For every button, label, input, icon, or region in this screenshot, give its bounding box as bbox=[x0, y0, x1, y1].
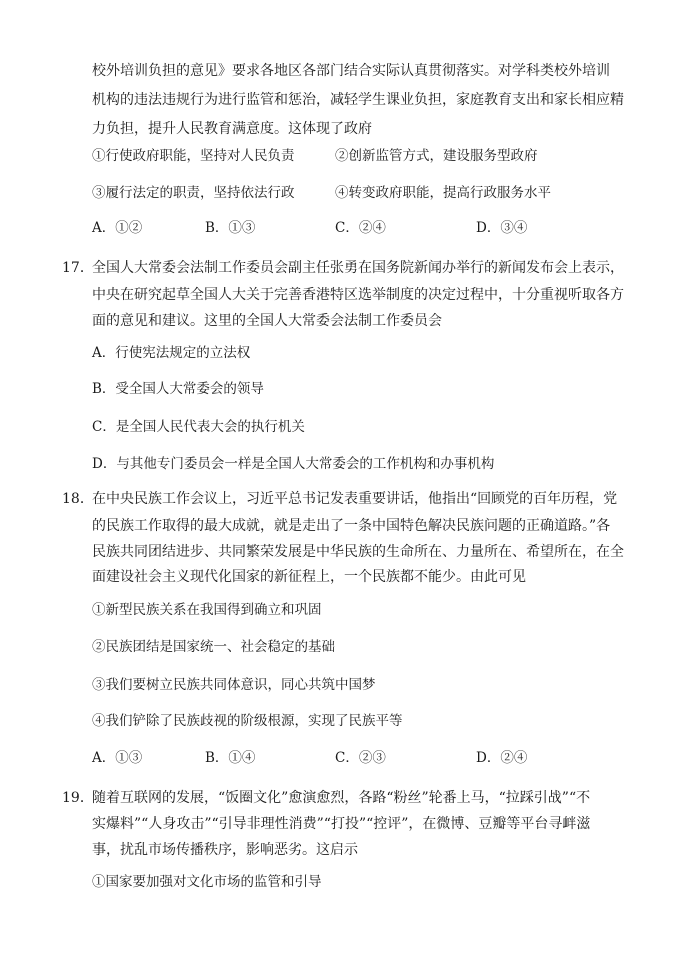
q16-stem-line-1: 校外培训负担的意见》要求各地区各部门结合实际认真贯彻落实。对学科类校外培训 bbox=[92, 63, 610, 79]
q18-option-3: ③我们要树立民族共同体意识，同心共筑中国梦 bbox=[92, 677, 376, 693]
q17-number: 17． bbox=[62, 260, 94, 276]
q16-stem-line-3: 力负担，提升人民教育满意度。这体现了政府 bbox=[92, 121, 372, 137]
q16-choice-b: B．①③ bbox=[205, 220, 256, 236]
q18-choice-d: D．②④ bbox=[476, 750, 528, 766]
q16-stem-line-2: 机构的违法违规行为进行监管和惩治，减轻学生课业负担，家庭教育支出和家长相应精 bbox=[92, 92, 624, 108]
q18-stem-line-1: 在中央民族工作会议上，习近平总书记发表重要讲话，他指出“回顾党的百年历程，党 bbox=[92, 491, 618, 507]
q19-stem-line-2: 实爆料”“人身攻击”“引导非理性消费”“打投”“控评”，在微博、豆瓣等平台寻衅滋 bbox=[92, 816, 591, 832]
q16-option-1: ①行使政府职能，坚持对人民负责 bbox=[92, 148, 295, 164]
q18-option-2: ②民族团结是国家统一、社会稳定的基础 bbox=[92, 639, 335, 655]
q19-stem-line-1: 随着互联网的发展，“饭圈文化”愈演愈烈，各路“粉丝”轮番上马，“拉踩引战”“不 bbox=[92, 790, 591, 806]
q16-option-3: ③履行法定的职责，坚持依法行政 bbox=[92, 185, 295, 201]
q17-choice-a: A．行使宪法规定的立法权 bbox=[92, 345, 251, 361]
q18-number: 18． bbox=[62, 491, 94, 507]
q19-stem-line-3: 事，扰乱市场传播秩序，影响恶劣。这启示 bbox=[92, 842, 358, 858]
q16-option-4: ④转变政府职能，提高行政服务水平 bbox=[335, 185, 551, 201]
q18-option-1: ①新型民族关系在我国得到确立和巩固 bbox=[92, 602, 322, 618]
q18-option-4: ④我们铲除了民族歧视的阶级根源，实现了民族平等 bbox=[92, 713, 403, 729]
q16-choice-a: A．①② bbox=[92, 220, 143, 236]
q18-stem-line-4: 面建设社会主义现代化国家的新征程上，一个民族都不能少。由此可见 bbox=[92, 569, 526, 585]
q16-choice-c: C．②④ bbox=[335, 220, 386, 236]
q18-choice-c: C．②③ bbox=[335, 750, 386, 766]
q17-stem-line-2: 中央在研究起草全国人大关于完善香港特区选举制度的决定过程中，十分重视听取各方 bbox=[92, 287, 624, 303]
q18-stem-line-3: 民族共同团结进步、共同繁荣发展是中华民族的生命所在、力量所在、希望所在，在全 bbox=[92, 544, 624, 560]
q16-option-2: ②创新监管方式，建设服务型政府 bbox=[335, 148, 538, 164]
q17-choice-b: B．受全国人大常委会的领导 bbox=[92, 381, 264, 397]
q17-choice-c: C．是全国人民代表大会的执行机关 bbox=[92, 419, 305, 435]
q19-number: 19． bbox=[62, 790, 94, 806]
q18-choice-b: B．①④ bbox=[205, 750, 256, 766]
q17-choice-d: D．与其他专门委员会一样是全国人大常委会的工作机构和办事机构 bbox=[92, 456, 495, 472]
q18-stem-line-2: 的民族工作取得的最大成就，就是走出了一条中国特色解决民族问题的正确道路。”各 bbox=[92, 518, 611, 534]
q17-stem-line-1: 全国人大常委会法制工作委员会副主任张勇在国务院新闻办举行的新闻发布会上表示， bbox=[92, 260, 624, 276]
q18-choice-a: A．①③ bbox=[92, 750, 143, 766]
q19-option-1: ①国家要加强对文化市场的监管和引导 bbox=[92, 874, 322, 890]
q16-choice-d: D．③④ bbox=[476, 220, 528, 236]
q17-stem-line-3: 面的意见和建议。这里的全国人大常委会法制工作委员会 bbox=[92, 313, 442, 329]
